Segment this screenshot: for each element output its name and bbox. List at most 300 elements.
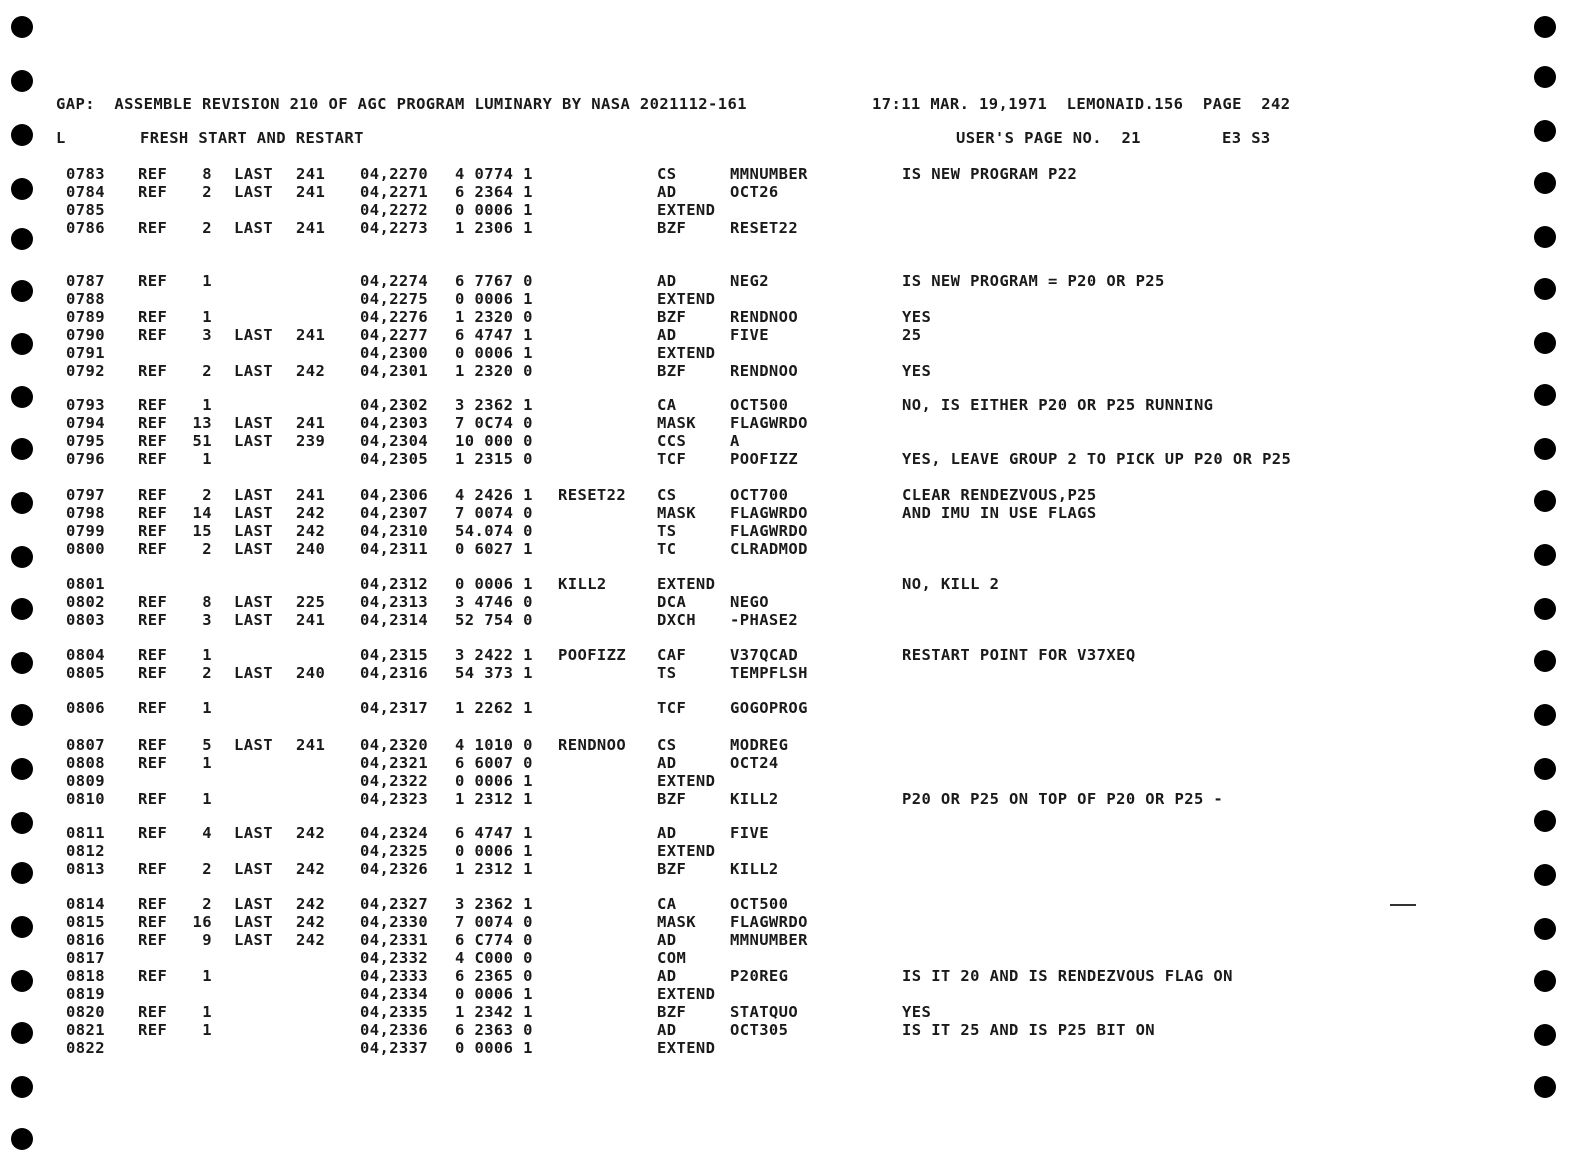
sprocket-hole <box>1534 970 1556 992</box>
listing-row <box>0 772 1400 790</box>
listing-addr-cell: 04,2322 <box>360 772 429 790</box>
sprocket-hole <box>1534 598 1556 620</box>
listing-last-cell: LAST <box>234 664 273 682</box>
section-title: FRESH START AND RESTART <box>140 129 364 147</box>
listing-header-left: GAP: ASSEMBLE REVISION 210 OF AGC PROGRAM LUMINARY BY NASA 2021112-161 <box>56 95 747 113</box>
listing-refcnt-cell: 1 <box>202 1021 212 1039</box>
listing-line-cell: 0802 <box>66 593 105 611</box>
sprocket-hole <box>1534 278 1556 300</box>
sprocket-hole <box>1534 1076 1556 1098</box>
page-codes: E3 S3 <box>1222 129 1271 147</box>
listing-line-cell: 0790 <box>66 326 105 344</box>
listing-word-cell: 0 0006 1 <box>455 985 533 1003</box>
listing-word-cell: 1 2320 0 <box>455 362 533 380</box>
listing-op-cell: EXTEND <box>657 290 716 308</box>
listing-op-cell: DXCH <box>657 611 696 629</box>
listing-lastpg-cell: 241 <box>296 183 326 201</box>
listing-operand-cell: MODREG <box>730 736 789 754</box>
listing-word-cell: 6 2365 0 <box>455 967 533 985</box>
listing-op-cell: EXTEND <box>657 772 716 790</box>
listing-lastpg-cell: 241 <box>296 165 326 183</box>
listing-last-cell: LAST <box>234 183 273 201</box>
listing-word-cell: 7 0074 0 <box>455 913 533 931</box>
listing-operand-cell: GOGOPROG <box>730 699 808 717</box>
listing-line-cell: 0794 <box>66 414 105 432</box>
listing-word-cell: 0 6027 1 <box>455 540 533 558</box>
listing-last-cell: LAST <box>234 736 273 754</box>
listing-refcnt-cell: 2 <box>202 664 212 682</box>
listing-op-cell: BZF <box>657 1003 687 1021</box>
listing-line-cell: 0798 <box>66 504 105 522</box>
listing-line-cell: 0784 <box>66 183 105 201</box>
listing-refcnt-cell: 1 <box>202 272 212 290</box>
listing-word-cell: 54 373 1 <box>455 664 533 682</box>
sprocket-hole <box>1534 172 1556 194</box>
listing-addr-cell: 04,2324 <box>360 824 429 842</box>
listing-line-cell: 0820 <box>66 1003 105 1021</box>
listing-row <box>0 1039 1400 1057</box>
listing-lastpg-cell: 242 <box>296 824 326 842</box>
listing-line-cell: 0815 <box>66 913 105 931</box>
listing-last-cell: LAST <box>234 913 273 931</box>
listing-op-cell: CA <box>657 895 677 913</box>
listing-row <box>0 414 1400 432</box>
sprocket-hole <box>1534 544 1556 566</box>
listing-line-cell: 0811 <box>66 824 105 842</box>
listing-row <box>0 219 1400 237</box>
sprocket-hole <box>1534 226 1556 248</box>
listing-comment-cell: YES <box>902 308 932 326</box>
listing-lastpg-cell: 241 <box>296 611 326 629</box>
listing-line-cell: 0821 <box>66 1021 105 1039</box>
listing-word-cell: 6 7767 0 <box>455 272 533 290</box>
listing-last-cell: LAST <box>234 611 273 629</box>
listing-row <box>0 165 1400 183</box>
listing-op-cell: CAF <box>657 646 687 664</box>
listing-refcnt-cell: 2 <box>202 486 212 504</box>
listing-comment-cell: IS NEW PROGRAM = P20 OR P25 <box>902 272 1165 290</box>
listing-last-cell: LAST <box>234 504 273 522</box>
listing-word-cell: 6 6007 0 <box>455 754 533 772</box>
listing-line-cell: 0800 <box>66 540 105 558</box>
listing-addr-cell: 04,2275 <box>360 290 429 308</box>
listing-row <box>0 362 1400 380</box>
sprocket-hole <box>1534 810 1556 832</box>
listing-refcnt-cell: 1 <box>202 308 212 326</box>
listing-lastpg-cell: 240 <box>296 540 326 558</box>
listing-row <box>0 985 1400 1003</box>
listing-op-cell: AD <box>657 326 677 344</box>
listing-op-cell: BZF <box>657 308 687 326</box>
listing-row <box>0 824 1400 842</box>
listing-row <box>0 593 1400 611</box>
listing-refcnt-cell: 1 <box>202 646 212 664</box>
listing-line-cell: 0817 <box>66 949 105 967</box>
listing-word-cell: 0 0006 1 <box>455 344 533 362</box>
listing-addr-cell: 04,2274 <box>360 272 429 290</box>
listing-ref-cell: REF <box>138 1021 168 1039</box>
listing-line-cell: 0795 <box>66 432 105 450</box>
listing-addr-cell: 04,2302 <box>360 396 429 414</box>
listing-comment-cell: IS NEW PROGRAM P22 <box>902 165 1078 183</box>
sprocket-hole <box>1534 1024 1556 1046</box>
listing-operand-cell: RENDNOO <box>730 362 799 380</box>
listing-ref-cell: REF <box>138 432 168 450</box>
listing-op-cell: DCA <box>657 593 687 611</box>
listing-addr-cell: 04,2306 <box>360 486 429 504</box>
listing-refcnt-cell: 2 <box>202 219 212 237</box>
listing-last-cell: LAST <box>234 824 273 842</box>
listing-operand-cell: FLAGWRDO <box>730 414 808 432</box>
listing-ref-cell: REF <box>138 824 168 842</box>
listing-ref-cell: REF <box>138 699 168 717</box>
listing-word-cell: 3 2422 1 <box>455 646 533 664</box>
listing-row <box>0 504 1400 522</box>
listing-word-cell: 0 0006 1 <box>455 772 533 790</box>
listing-word-cell: 54.074 0 <box>455 522 533 540</box>
listing-lastpg-cell: 241 <box>296 736 326 754</box>
listing-operand-cell: STATQUO <box>730 1003 799 1021</box>
listing-comment-cell: CLEAR RENDEZVOUS,P25 <box>902 486 1097 504</box>
listing-operand-cell: KILL2 <box>730 860 779 878</box>
listing-operand-cell: KILL2 <box>730 790 779 808</box>
listing-refcnt-cell: 1 <box>202 754 212 772</box>
listing-operand-cell: FLAGWRDO <box>730 504 808 522</box>
listing-operand-cell: A <box>730 432 740 450</box>
listing-operand-cell: RENDNOO <box>730 308 799 326</box>
listing-row <box>0 913 1400 931</box>
listing-word-cell: 52 754 0 <box>455 611 533 629</box>
listing-ref-cell: REF <box>138 913 168 931</box>
listing-operand-cell: FIVE <box>730 326 769 344</box>
listing-row <box>0 842 1400 860</box>
sprocket-hole <box>1534 66 1556 88</box>
listing-row <box>0 967 1400 985</box>
listing-ref-cell: REF <box>138 414 168 432</box>
listing-line-cell: 0808 <box>66 754 105 772</box>
listing-operand-cell: -PHASE2 <box>730 611 799 629</box>
listing-row <box>0 344 1400 362</box>
listing-op-cell: CS <box>657 486 677 504</box>
listing-ref-cell: REF <box>138 326 168 344</box>
listing-ref-cell: REF <box>138 967 168 985</box>
sprocket-hole <box>11 16 33 38</box>
listing-ref-cell: REF <box>138 754 168 772</box>
listing-word-cell: 0 0006 1 <box>455 575 533 593</box>
listing-lastpg-cell: 242 <box>296 913 326 931</box>
listing-ref-cell: REF <box>138 895 168 913</box>
listing-line-cell: 0807 <box>66 736 105 754</box>
listing-op-cell: EXTEND <box>657 575 716 593</box>
listing-row <box>0 290 1400 308</box>
listing-addr-cell: 04,2271 <box>360 183 429 201</box>
listing-refcnt-cell: 1 <box>202 396 212 414</box>
listing-label-cell: POOFIZZ <box>558 646 627 664</box>
sprocket-hole <box>1534 918 1556 940</box>
listing-addr-cell: 04,2314 <box>360 611 429 629</box>
listing-last-cell: LAST <box>234 326 273 344</box>
listing-header-right: 17:11 MAR. 19,1971 LEMONAID.156 PAGE 242 <box>872 95 1291 113</box>
listing-ref-cell: REF <box>138 362 168 380</box>
listing-addr-cell: 04,2325 <box>360 842 429 860</box>
listing-row <box>0 432 1400 450</box>
listing-operand-cell: OCT700 <box>730 486 789 504</box>
listing-last-cell: LAST <box>234 486 273 504</box>
listing-row <box>0 575 1400 593</box>
listing-word-cell: 0 0006 1 <box>455 1039 533 1057</box>
listing-line-cell: 0806 <box>66 699 105 717</box>
listing-addr-cell: 04,2326 <box>360 860 429 878</box>
listing-refcnt-cell: 2 <box>202 860 212 878</box>
listing-operand-cell: MMNUMBER <box>730 165 808 183</box>
listing-word-cell: 0 0006 1 <box>455 842 533 860</box>
sprocket-hole <box>11 1128 33 1150</box>
listing-addr-cell: 04,2332 <box>360 949 429 967</box>
listing-refcnt-cell: 5 <box>202 736 212 754</box>
listing-ref-cell: REF <box>138 790 168 808</box>
listing-last-cell: LAST <box>234 895 273 913</box>
sprocket-hole <box>1534 704 1556 726</box>
listing-op-cell: AD <box>657 824 677 842</box>
sprocket-hole <box>11 124 33 146</box>
listing-word-cell: 3 4746 0 <box>455 593 533 611</box>
listing-op-cell: MASK <box>657 913 696 931</box>
listing-refcnt-cell: 1 <box>202 699 212 717</box>
listing-refcnt-cell: 9 <box>202 931 212 949</box>
listing-refcnt-cell: 15 <box>192 522 212 540</box>
listing-op-cell: AD <box>657 183 677 201</box>
listing-op-cell: COM <box>657 949 687 967</box>
listing-op-cell: TC <box>657 540 677 558</box>
listing-word-cell: 6 2364 1 <box>455 183 533 201</box>
listing-word-cell: 0 0006 1 <box>455 201 533 219</box>
listing-comment-cell: 25 <box>902 326 922 344</box>
sprocket-hole <box>1534 758 1556 780</box>
listing-row <box>0 646 1400 664</box>
listing-operand-cell: P20REG <box>730 967 789 985</box>
listing-ref-cell: REF <box>138 165 168 183</box>
listing-operand-cell: OCT24 <box>730 754 779 772</box>
listing-line-cell: 0809 <box>66 772 105 790</box>
listing-line-cell: 0812 <box>66 842 105 860</box>
listing-op-cell: EXTEND <box>657 344 716 362</box>
listing-row <box>0 1003 1400 1021</box>
listing-word-cell: 10 000 0 <box>455 432 533 450</box>
listing-ref-cell: REF <box>138 646 168 664</box>
listing-op-cell: BZF <box>657 219 687 237</box>
listing-op-cell: TCF <box>657 699 687 717</box>
listing-word-cell: 1 2342 1 <box>455 1003 533 1021</box>
listing-word-cell: 4 2426 1 <box>455 486 533 504</box>
listing-word-cell: 7 0074 0 <box>455 504 533 522</box>
listing-addr-cell: 04,2316 <box>360 664 429 682</box>
listing-row <box>0 790 1400 808</box>
listing-operand-cell: OCT26 <box>730 183 779 201</box>
sprocket-hole <box>1534 16 1556 38</box>
listing-refcnt-cell: 8 <box>202 593 212 611</box>
listing-last-cell: LAST <box>234 522 273 540</box>
listing-last-cell: LAST <box>234 540 273 558</box>
listing-refcnt-cell: 2 <box>202 183 212 201</box>
listing-line-cell: 0799 <box>66 522 105 540</box>
listing-operand-cell: OCT305 <box>730 1021 789 1039</box>
listing-line-cell: 0804 <box>66 646 105 664</box>
listing-line-cell: 0805 <box>66 664 105 682</box>
listing-lastpg-cell: 241 <box>296 486 326 504</box>
listing-op-cell: CS <box>657 165 677 183</box>
sprocket-hole <box>11 70 33 92</box>
listing-operand-cell: TEMPFLSH <box>730 664 808 682</box>
listing-line-cell: 0792 <box>66 362 105 380</box>
listing-refcnt-cell: 3 <box>202 611 212 629</box>
listing-line-cell: 0789 <box>66 308 105 326</box>
listing-comment-cell: NO, KILL 2 <box>902 575 1000 593</box>
listing-addr-cell: 04,2327 <box>360 895 429 913</box>
listing-lastpg-cell: 240 <box>296 664 326 682</box>
listing-line-cell: 0818 <box>66 967 105 985</box>
listing-addr-cell: 04,2334 <box>360 985 429 1003</box>
listing-last-cell: LAST <box>234 414 273 432</box>
listing-word-cell: 6 4747 1 <box>455 824 533 842</box>
listing-last-cell: LAST <box>234 860 273 878</box>
listing-operand-cell: FLAGWRDO <box>730 522 808 540</box>
listing-line-cell: 0810 <box>66 790 105 808</box>
listing-ref-cell: REF <box>138 736 168 754</box>
listing-addr-cell: 04,2311 <box>360 540 429 558</box>
listing-lastpg-cell: 241 <box>296 326 326 344</box>
listing-addr-cell: 04,2310 <box>360 522 429 540</box>
listing-lastpg-cell: 242 <box>296 895 326 913</box>
sprocket-hole <box>11 1076 33 1098</box>
listing-word-cell: 4 C000 0 <box>455 949 533 967</box>
listing-lastpg-cell: 242 <box>296 504 326 522</box>
listing-ref-cell: REF <box>138 183 168 201</box>
listing-word-cell: 1 2306 1 <box>455 219 533 237</box>
listing-label-cell: RESET22 <box>558 486 627 504</box>
listing-row <box>0 201 1400 219</box>
listing-row <box>0 522 1400 540</box>
listing-ref-cell: REF <box>138 396 168 414</box>
listing-addr-cell: 04,2335 <box>360 1003 429 1021</box>
listing-refcnt-cell: 1 <box>202 1003 212 1021</box>
listing-addr-cell: 04,2336 <box>360 1021 429 1039</box>
listing-line-cell: 0791 <box>66 344 105 362</box>
listing-refcnt-cell: 4 <box>202 824 212 842</box>
listing-comment-cell: YES, LEAVE GROUP 2 TO PICK UP P20 OR P25 <box>902 450 1292 468</box>
listing-label-cell: KILL2 <box>558 575 607 593</box>
listing-last-cell: LAST <box>234 165 273 183</box>
listing-addr-cell: 04,2323 <box>360 790 429 808</box>
listing-line-cell: 0822 <box>66 1039 105 1057</box>
listing-operand-cell: POOFIZZ <box>730 450 799 468</box>
listing-addr-cell: 04,2301 <box>360 362 429 380</box>
listing-op-cell: CS <box>657 736 677 754</box>
listing-word-cell: 7 0C74 0 <box>455 414 533 432</box>
listing-addr-cell: 04,2317 <box>360 699 429 717</box>
listing-line-cell: 0787 <box>66 272 105 290</box>
listing-row <box>0 183 1400 201</box>
listing-addr-cell: 04,2276 <box>360 308 429 326</box>
listing-row <box>0 754 1400 772</box>
listing-line-cell: 0793 <box>66 396 105 414</box>
listing-lastpg-cell: 242 <box>296 362 326 380</box>
sprocket-hole <box>1534 650 1556 672</box>
listing-comment-cell: YES <box>902 362 932 380</box>
listing-refcnt-cell: 13 <box>192 414 212 432</box>
listing-ref-cell: REF <box>138 308 168 326</box>
listing-addr-cell: 04,2330 <box>360 913 429 931</box>
listing-op-cell: AD <box>657 931 677 949</box>
listing-operand-cell: RESET22 <box>730 219 799 237</box>
listing-addr-cell: 04,2305 <box>360 450 429 468</box>
listing-op-cell: EXTEND <box>657 842 716 860</box>
listing-line-cell: 0783 <box>66 165 105 183</box>
listing-row <box>0 699 1400 717</box>
listing-ref-cell: REF <box>138 860 168 878</box>
listing-refcnt-cell: 3 <box>202 326 212 344</box>
listing-line-cell: 0803 <box>66 611 105 629</box>
listing-line-cell: 0796 <box>66 450 105 468</box>
listing-line-cell: 0814 <box>66 895 105 913</box>
listing-line-cell: 0797 <box>66 486 105 504</box>
listing-addr-cell: 04,2270 <box>360 165 429 183</box>
listing-row <box>0 1021 1400 1039</box>
listing-addr-cell: 04,2321 <box>360 754 429 772</box>
listing-operand-cell: V37QCAD <box>730 646 799 664</box>
listing-ref-cell: REF <box>138 931 168 949</box>
listing-addr-cell: 04,2307 <box>360 504 429 522</box>
listing-word-cell: 3 2362 1 <box>455 895 533 913</box>
listing-word-cell: 1 2320 0 <box>455 308 533 326</box>
listing-ref-cell: REF <box>138 504 168 522</box>
listing-operand-cell: OCT500 <box>730 396 789 414</box>
listing-addr-cell: 04,2272 <box>360 201 429 219</box>
listing-ref-cell: REF <box>138 272 168 290</box>
listing-operand-cell: FIVE <box>730 824 769 842</box>
listing-word-cell: 4 0774 1 <box>455 165 533 183</box>
listing-comment-cell: IS IT 20 AND IS RENDEZVOUS FLAG ON <box>902 967 1233 985</box>
sprocket-hole <box>1534 864 1556 886</box>
listing-operand-cell: CLRADMOD <box>730 540 808 558</box>
listing-operand-cell: NEGO <box>730 593 769 611</box>
listing-op-cell: EXTEND <box>657 1039 716 1057</box>
listing-op-cell: EXTEND <box>657 201 716 219</box>
listing-line-cell: 0801 <box>66 575 105 593</box>
listing-row <box>0 450 1400 468</box>
listing-addr-cell: 04,2331 <box>360 931 429 949</box>
listing-row <box>0 486 1400 504</box>
listing-row <box>0 736 1400 754</box>
listing-comment-cell: P20 OR P25 ON TOP OF P20 OR P25 - <box>902 790 1224 808</box>
sprocket-hole <box>1534 120 1556 142</box>
listing-word-cell: 4 1010 0 <box>455 736 533 754</box>
listing-comment-cell: IS IT 25 AND IS P25 BIT ON <box>902 1021 1156 1039</box>
listing-operand-cell: NEG2 <box>730 272 769 290</box>
listing-addr-cell: 04,2320 <box>360 736 429 754</box>
listing-ref-cell: REF <box>138 486 168 504</box>
section-mark: L <box>56 129 66 147</box>
user-page-number: USER'S PAGE NO. 21 <box>956 129 1141 147</box>
listing-addr-cell: 04,2303 <box>360 414 429 432</box>
listing-last-cell: LAST <box>234 432 273 450</box>
listing-word-cell: 6 C774 0 <box>455 931 533 949</box>
listing-last-cell: LAST <box>234 362 273 380</box>
listing-ref-cell: REF <box>138 540 168 558</box>
listing-line-cell: 0819 <box>66 985 105 1003</box>
listing-comment-cell: AND IMU IN USE FLAGS <box>902 504 1097 522</box>
listing-ref-cell: REF <box>138 219 168 237</box>
listing-word-cell: 6 2363 0 <box>455 1021 533 1039</box>
